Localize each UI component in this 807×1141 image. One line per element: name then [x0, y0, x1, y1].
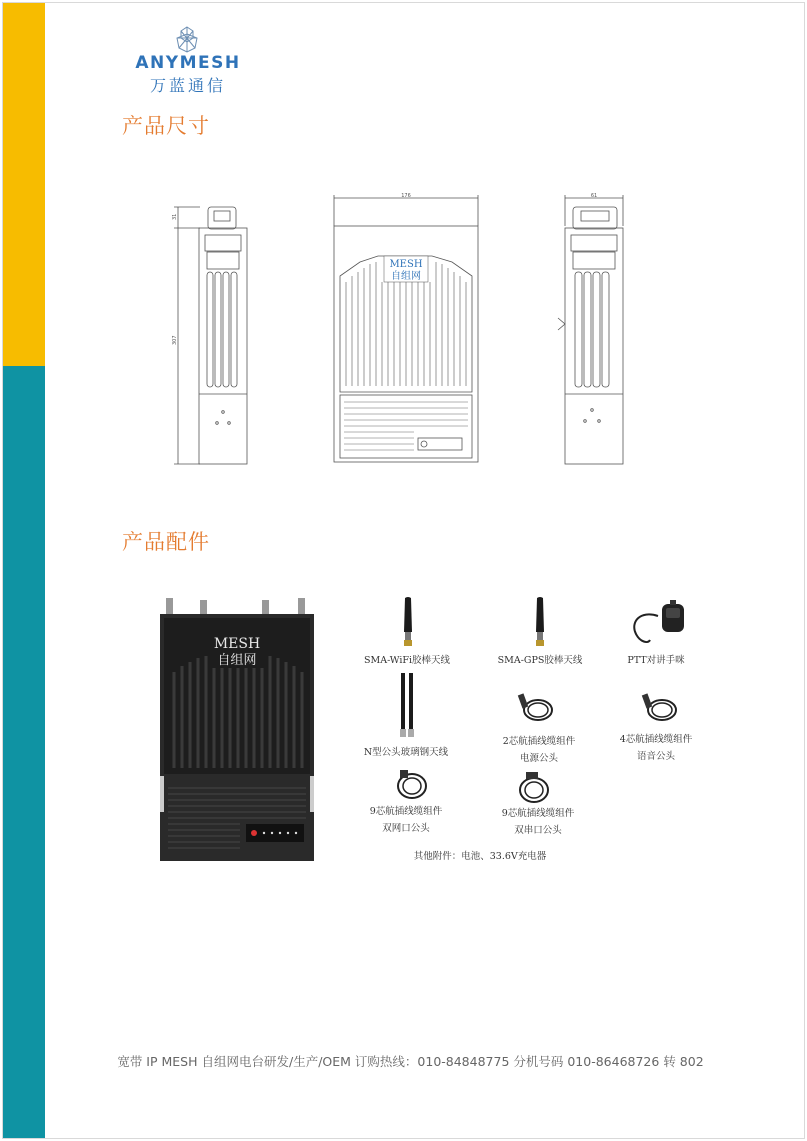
accessory-serial-cable: [480, 805, 596, 839]
side-handle-label: 31: [172, 213, 178, 220]
accessory-power-cable: [482, 733, 596, 767]
product-photo: [160, 596, 314, 861]
brand-logo: [132, 26, 244, 94]
accessory-n-type-antenna: [346, 744, 466, 761]
side-view-drawing: [170, 190, 260, 470]
ptt-mic-image: [628, 600, 690, 648]
accessory-wifi-antenna: [348, 652, 466, 669]
accessory-label: 9芯航插线缆组件: [501, 808, 575, 819]
accessory-gps-antenna: [480, 652, 600, 669]
front-width-label: 176: [401, 193, 411, 199]
side-height-label: 307: [172, 335, 178, 345]
accessory-sub: 电源公头: [519, 753, 558, 764]
ethernet-cable-image: [394, 768, 430, 802]
wifi-antenna-image: [398, 596, 418, 648]
accessories-title: 产品配件: [122, 530, 210, 554]
accessory-ethernet-cable: [350, 803, 462, 837]
brand-mark-icon: [174, 26, 200, 54]
accessory-label: PTT对讲手咪: [627, 655, 685, 666]
n-type-antenna-image: [396, 673, 418, 739]
front-view-drawing: [330, 190, 482, 470]
brand-name-cn: 万蓝通信: [149, 76, 226, 95]
side-bar-teal: [3, 366, 45, 1138]
front-badge-line1: MESH: [389, 259, 423, 270]
dimensions-title: 产品尺寸: [122, 114, 210, 138]
accessory-label: 2芯航插线缆组件: [502, 736, 576, 747]
accessory-label: SMA-WiFi胶棒天线: [363, 655, 451, 666]
gps-antenna-image: [530, 596, 550, 648]
accessory-label: 4芯航插线缆组件: [619, 734, 693, 745]
accessory-ptt-mic: [606, 652, 706, 669]
photo-badge-line2: 自组网: [217, 653, 257, 668]
page-footer: 宽带 IP MESH 自组网电台研发/生产/OEM 订购热线：010-84848775 分机号码 010-86468726 转 802: [117, 1054, 704, 1069]
accessory-label: 9芯航插线缆组件: [369, 806, 443, 817]
power-cable-image: [516, 690, 556, 724]
accessory-sub: 双网口公头: [382, 823, 430, 834]
other-accessories-note: 其他附件：电池、33.6V充电器: [413, 851, 547, 862]
front-badge-line2: 自组网: [391, 271, 421, 282]
accessory-audio-cable: [606, 731, 706, 765]
accessory-label: SMA-GPS胶棒天线: [497, 655, 583, 666]
audio-cable-image: [640, 690, 680, 724]
brand-name-en: ANYMESH: [135, 53, 241, 73]
side-bar-yellow: [3, 3, 45, 366]
accessory-sub: 双串口公头: [514, 825, 562, 836]
page-border: [2, 2, 805, 1139]
right-view-drawing: [555, 190, 635, 470]
accessory-label: N型公头玻璃钢天线: [363, 747, 449, 758]
photo-badge-line1: MESH: [213, 636, 261, 652]
accessory-sub: 语音公头: [636, 751, 675, 762]
right-width-label: 61: [590, 193, 598, 199]
serial-cable-image: [516, 772, 552, 806]
